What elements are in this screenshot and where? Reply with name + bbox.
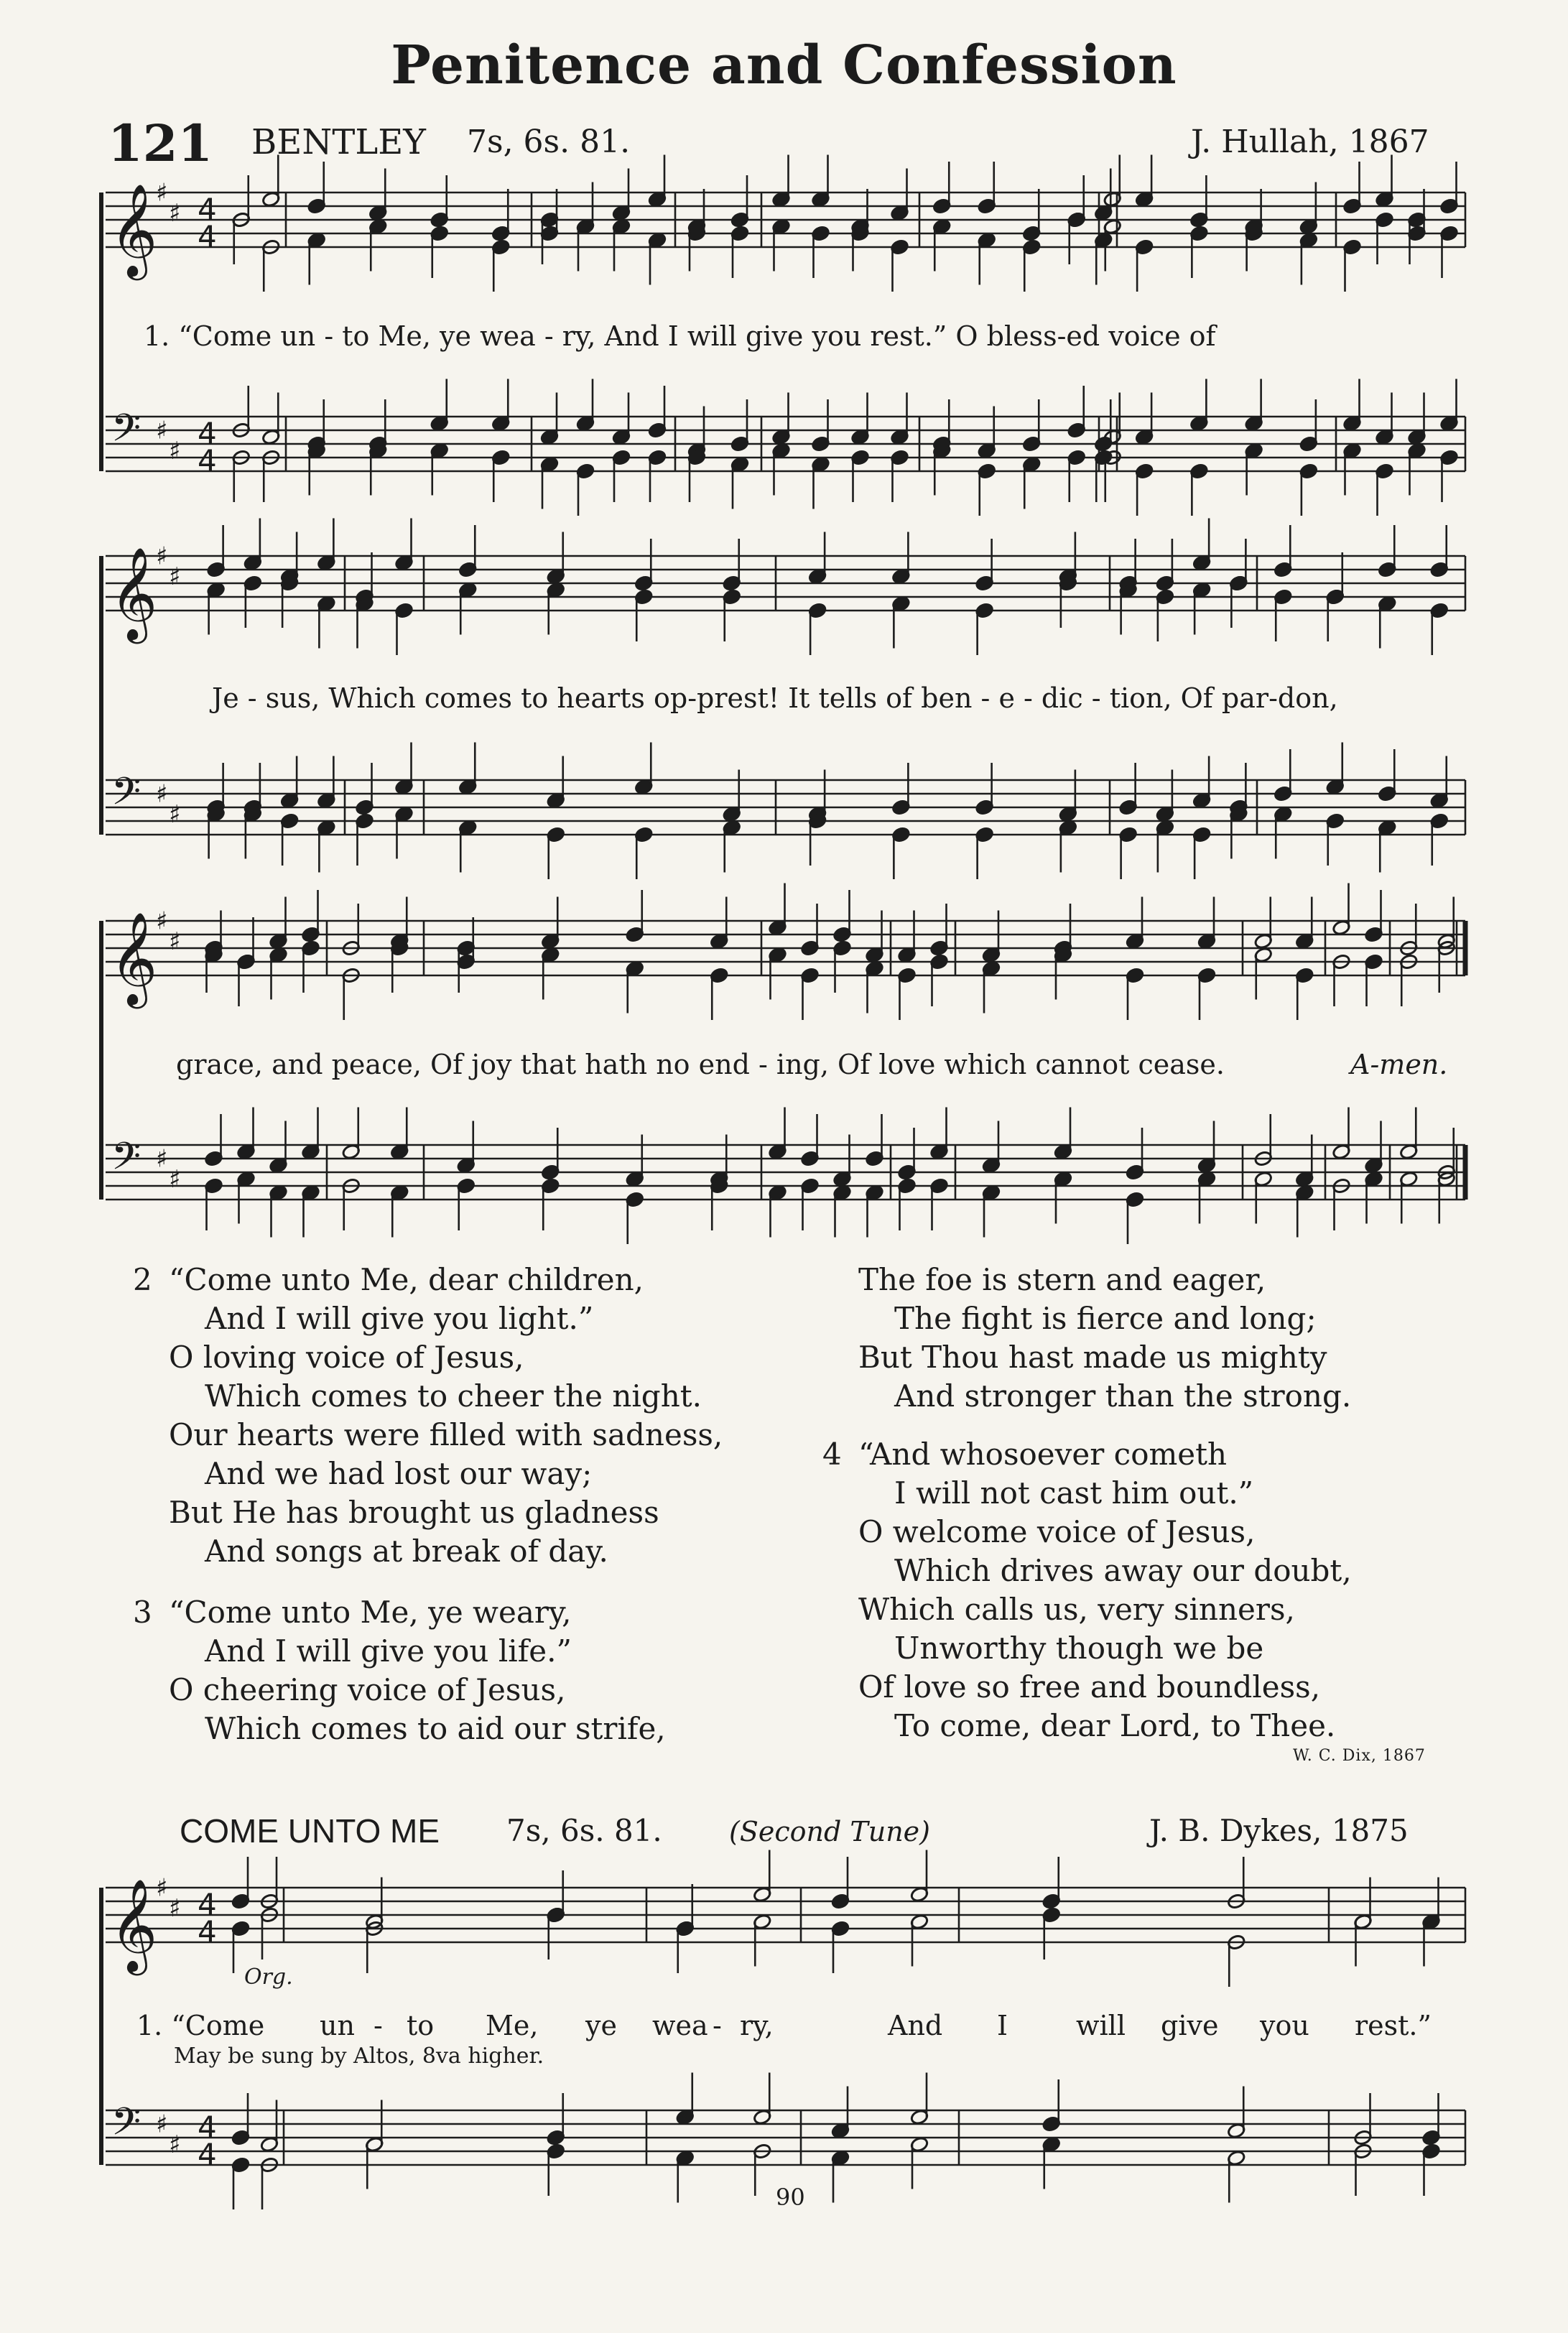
text-attribution: W. C. Dix, 1867 bbox=[1293, 1747, 1426, 1765]
verse-line: The fight is fierce and long; bbox=[894, 1301, 1317, 1336]
treble-clef: 𝄞 bbox=[110, 1878, 158, 1972]
verse-line: O loving voice of Jesus, bbox=[169, 1340, 524, 1375]
bass-clef: 𝄢 bbox=[111, 1135, 142, 1188]
page-number: 90 bbox=[776, 2184, 805, 2211]
verse-line: And I will give you life.” bbox=[205, 1633, 572, 1669]
sharp-sign: ♯ bbox=[169, 198, 181, 228]
second-underlay-word: - bbox=[713, 2010, 722, 2041]
verse-line: The foe is stern and eager, bbox=[858, 1262, 1266, 1297]
verse-line: “Come unto Me, ye weary, bbox=[169, 1595, 572, 1630]
second-tune-name: COME UNTO ME bbox=[180, 1812, 440, 1850]
sharp-sign: ♯ bbox=[169, 1164, 181, 1194]
time-signature: 4 bbox=[198, 192, 217, 227]
sharp-sign: ♯ bbox=[169, 927, 181, 956]
verse-line: Which drives away our doubt, bbox=[894, 1553, 1352, 1588]
time-signature: 4 bbox=[198, 219, 217, 254]
second-underlay-word: un bbox=[320, 2010, 355, 2041]
second-underlay-word: 1. “Come bbox=[136, 2010, 265, 2041]
performance-note: May be sung by Altos, 8va higher. bbox=[174, 2044, 544, 2069]
second-underlay-word: you bbox=[1260, 2010, 1309, 2041]
verse-line: To come, dear Lord, to Thee. bbox=[894, 1708, 1336, 1743]
second-underlay-word: wea bbox=[652, 2010, 708, 2041]
second-underlay-word: to bbox=[407, 2010, 435, 2041]
hymn-number: 121 bbox=[108, 113, 213, 173]
organ-label: Org. bbox=[244, 1965, 293, 1990]
sharp-sign: ♯ bbox=[156, 906, 168, 936]
verse-line: Our hearts were filled with sadness, bbox=[169, 1417, 723, 1452]
sharp-sign: ♯ bbox=[156, 2110, 168, 2139]
treble-clef: 𝄞 bbox=[110, 547, 158, 640]
second-underlay-word: give bbox=[1161, 2010, 1219, 2041]
second-underlay-word: - bbox=[374, 2010, 383, 2041]
verse-line: And I will give you light.” bbox=[205, 1301, 594, 1336]
verse-line: Which comes to cheer the night. bbox=[205, 1378, 702, 1414]
composer: J. Hullah, 1867 bbox=[1191, 124, 1429, 160]
underlay-system-3: grace, and peace, Of joy that hath no end - ing, Of love which cannot cease. bbox=[176, 1049, 1225, 1080]
verse-line: “And whosoever cometh bbox=[858, 1437, 1228, 1472]
treble-clef: 𝄞 bbox=[110, 183, 158, 277]
verse-line: And songs at break of day. bbox=[205, 1534, 608, 1569]
verse-line: “Come unto Me, dear children, bbox=[169, 1262, 644, 1297]
underlay-system-1: 1. “Come un - to Me, ye wea - ry, And I will give you rest.” O bless-ed voice of bbox=[144, 320, 1216, 352]
verse-line: O welcome voice of Jesus, bbox=[858, 1514, 1256, 1549]
verse-3 bbox=[133, 1593, 666, 1748]
bass-clef: 𝄢 bbox=[111, 770, 142, 823]
sharp-sign: ♯ bbox=[169, 799, 181, 829]
sharp-sign: ♯ bbox=[169, 436, 181, 465]
amen: A-men. bbox=[1350, 1049, 1448, 1080]
second-tune-meter: 7s, 6s. 81. bbox=[506, 1813, 662, 1848]
verse-2 bbox=[133, 1261, 723, 1571]
verse-line: O cheering voice of Jesus, bbox=[169, 1672, 566, 1707]
second-underlay-word: I bbox=[997, 2010, 1008, 2041]
time-signature: 4 bbox=[198, 443, 217, 478]
sharp-sign: ♯ bbox=[169, 562, 181, 591]
bass-clef: 𝄢 bbox=[111, 407, 142, 460]
verse-line: I will not cast him out.” bbox=[894, 1475, 1254, 1511]
verse-line: Which comes to aid our strife, bbox=[205, 1711, 666, 1746]
verse-line: Unworthy though we be bbox=[894, 1631, 1264, 1666]
verse-line: And we had lost our way; bbox=[205, 1456, 593, 1491]
sharp-sign: ♯ bbox=[156, 1873, 168, 1903]
second-underlay-word: ye bbox=[585, 2010, 617, 2041]
verse-4 bbox=[822, 1435, 1352, 1745]
time-signature: 4 bbox=[198, 416, 217, 451]
verse-line: But He has brought us gladness bbox=[169, 1495, 659, 1530]
underlay-system-2: Je - sus, Which comes to hearts op-prest! It tells of ben - e - dic - tion, Of par-don, bbox=[212, 682, 1338, 714]
second-underlay-word: will bbox=[1076, 2010, 1126, 2041]
verse-number: 2 bbox=[133, 1262, 152, 1297]
time-signature: 4 bbox=[198, 2110, 217, 2145]
verse-number: 4 bbox=[822, 1437, 842, 1472]
time-signature: 4 bbox=[198, 2137, 217, 2172]
time-signature: 4 bbox=[198, 1914, 217, 1949]
second-underlay-word: ry, bbox=[740, 2010, 774, 2041]
verse-line: Which calls us, very sinners, bbox=[858, 1592, 1295, 1627]
verse-line: And stronger than the strong. bbox=[894, 1378, 1352, 1414]
meter: 7s, 6s. 81. bbox=[467, 124, 631, 160]
sharp-sign: ♯ bbox=[156, 542, 168, 571]
second-underlay-word: rest.” bbox=[1355, 2010, 1432, 2041]
sharp-sign: ♯ bbox=[156, 416, 168, 445]
verse-line: Of love so free and boundless, bbox=[858, 1669, 1321, 1704]
bass-clef: 𝄢 bbox=[111, 2100, 142, 2153]
verse-3-continued bbox=[858, 1261, 1351, 1416]
second-tune-label: (Second Tune) bbox=[729, 1816, 930, 1847]
sharp-sign: ♯ bbox=[169, 2130, 181, 2159]
time-signature: 4 bbox=[198, 1887, 217, 1922]
sharp-sign: ♯ bbox=[156, 1144, 168, 1174]
tune-name: BENTLEY bbox=[251, 122, 426, 162]
second-underlay-word: And bbox=[888, 2010, 943, 2041]
sharp-sign: ♯ bbox=[156, 178, 168, 208]
treble-clef: 𝄞 bbox=[110, 912, 158, 1005]
sharp-sign: ♯ bbox=[156, 779, 168, 809]
second-tune-composer: J. B. Dykes, 1875 bbox=[1149, 1813, 1409, 1848]
verse-number: 3 bbox=[133, 1595, 152, 1630]
section-title: Penitence and Confession bbox=[391, 34, 1177, 96]
verse-line: But Thou hast made us mighty bbox=[858, 1340, 1327, 1375]
sharp-sign: ♯ bbox=[169, 1893, 181, 1923]
second-underlay-word: Me, bbox=[486, 2010, 539, 2041]
